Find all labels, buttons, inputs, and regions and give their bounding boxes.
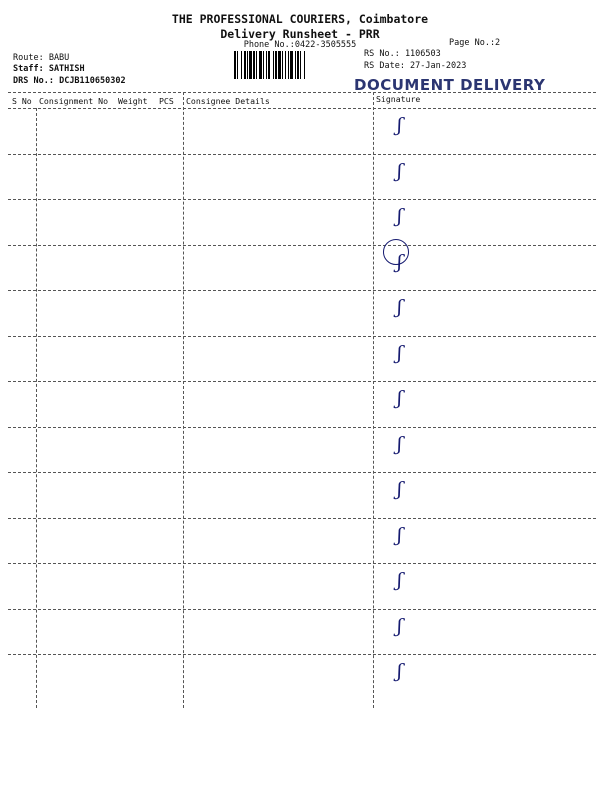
col-weight: Weight [118,96,148,106]
row-divider [8,427,596,428]
signature-tick-mark: ʃ [397,523,403,546]
staff-label: Staff: SATHISH [13,64,85,74]
drs-value: DCJB110650302 [59,76,126,86]
circled-signature-mark [383,239,409,265]
rs-number: RS No.: 1106503 [364,49,441,59]
row-divider [8,154,596,155]
runsheet-title: Delivery Runsheet - PRR [220,27,380,41]
row-divider [8,654,596,655]
signature-tick-mark: ʃ [397,478,403,500]
col-sno: S No [12,96,32,106]
signature-tick-mark: ʃ [397,387,403,409]
barcode-bar [305,51,307,79]
company-phone: Phone No.:0422-3505555 [243,40,357,50]
signature-tick-mark: ʃ [397,250,403,273]
signature-tick-mark: ʃ [397,114,403,136]
route-label: Route: BABU [13,53,70,63]
sep-sno [36,108,37,708]
document-delivery-stamp: DOCUMENT DELIVERY [354,76,546,94]
signature-tick-mark: ʃ [397,614,403,637]
col-pcs: PCS [159,96,174,106]
row-divider [8,518,596,519]
page-number: Page No.:2 [449,38,501,48]
barcode [234,51,358,79]
row-divider [8,336,596,337]
col-consignment: Consignment No [39,96,109,106]
signature-tick-mark: ʃ [397,159,403,182]
drs-number [13,76,126,86]
signature-tick-mark: ʃ [397,660,403,682]
row-divider [8,199,596,200]
signature-tick-mark: ʃ [397,205,403,227]
signature-tick-mark: ʃ [397,296,403,318]
signature-tick-mark: ʃ [397,569,403,591]
rs-date: RS Date: 27-Jan-2023 [364,61,467,71]
header-bottom-rule [8,108,596,109]
signature-tick-mark: ʃ [397,341,403,364]
col-consignee: Consignee Details [186,96,270,106]
row-divider [8,245,596,246]
sep-signature [373,92,374,708]
signature-tick-mark: ʃ [397,432,403,455]
drs-label: DRS No.: [13,76,54,86]
company-title: THE PROFESSIONAL COURIERS, Coimbatore [171,12,429,26]
row-divider [8,472,596,473]
row-divider [8,381,596,382]
row-divider [8,609,596,610]
col-signature: Signature [376,94,421,104]
row-divider [8,290,596,291]
sep-consignee [183,92,184,708]
row-divider [8,563,596,564]
header-top-rule [8,92,596,93]
